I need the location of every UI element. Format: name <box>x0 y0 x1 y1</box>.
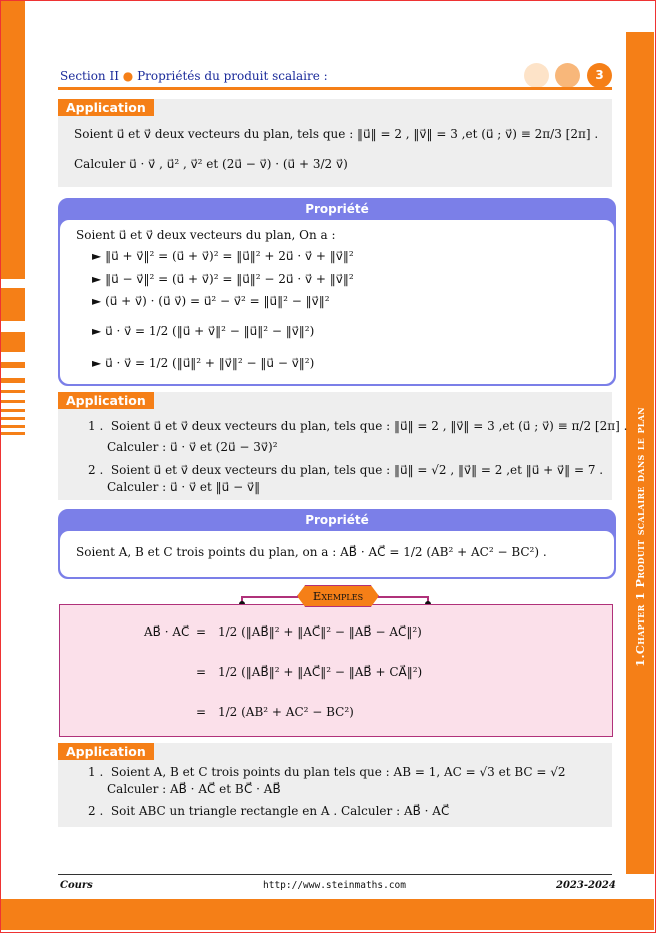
prop1-item: ► u⃗ · v⃗ = 1/2 (‖u⃗ + v⃗‖² − ‖u⃗‖² − ‖v⃗‖²) <box>92 324 315 338</box>
app3-item-2: 2 . Soit ABC un triangle rectangle en A . Calculer : AB⃗ · AC⃗ <box>88 804 450 818</box>
prop1-item: ► u⃗ · v⃗ = 1/2 (‖u⃗‖² + ‖v⃗‖² − ‖u⃗ − v⃗‖²) <box>92 356 315 370</box>
equals-sign: = <box>196 625 207 639</box>
exemples-box <box>59 604 613 737</box>
application-tag: Application <box>58 743 154 760</box>
bullet-icon: ● <box>122 69 134 83</box>
left-strip-block <box>1 288 25 321</box>
app2-item-1-line-2: Calculer : u⃗ · v⃗ et (2u⃗ − 3v⃗)² <box>107 440 278 454</box>
bottom-bar <box>1 899 654 930</box>
prop1-intro: Soient u⃗ et v⃗ deux vecteurs du plan, On a : <box>76 228 336 242</box>
footer-year: 2023-2024 <box>556 880 616 891</box>
app1-line-1: Soient u⃗ et v⃗ deux vecteurs du plan, tels que : ‖u⃗‖ = 2 , ‖v⃗‖ = 3 ,et (u⃗ ; v⃗) ≡ 2π/3 [2π] . <box>74 127 599 141</box>
equals-sign: = <box>196 705 207 719</box>
equals-sign: = <box>196 665 207 679</box>
section-title: Propriétés du produit scalaire : <box>137 69 328 83</box>
app3-item-1: 1 . Soient A, B et C trois points du plan tels que : AB = 1, AC = √3 et BC = √2 <box>88 765 566 779</box>
example-row: 1/2 (‖AB⃗‖² + ‖AC⃗‖² − ‖AB⃗ − AC⃗‖²) <box>218 625 422 639</box>
page-number: 3 <box>587 63 612 88</box>
app2-item-2-line-2: Calculer : u⃗ · v⃗ et ‖u⃗ − v⃗‖ <box>107 480 261 494</box>
application-box-1 <box>58 99 612 187</box>
header-rule <box>58 87 612 90</box>
app2-item-1: 1 . Soient u⃗ et v⃗ deux vecteurs du plan, tels que : ‖u⃗‖ = 2 , ‖v⃗‖ = 3 ,et (u⃗ ; v⃗) ≡ π/2 [2π] . <box>88 419 628 433</box>
application-box-2 <box>58 392 628 500</box>
example-lhs: AB⃗ · AC⃗ <box>144 625 190 639</box>
arrow-bullet-icon: ► <box>92 272 102 286</box>
app1-line-2: Calculer u⃗ · v⃗ , u⃗² , v⃗² et (2u⃗ − v⃗) · (u⃗ + 3/2 v⃗) <box>74 157 348 171</box>
footer-left: Cours <box>60 880 93 891</box>
example-row: 1/2 (‖AB⃗‖² + ‖AC⃗‖² − ‖AB⃗ + CA⃗‖²) <box>218 665 423 679</box>
prop2-text: Soient A, B et C trois points du plan, on a : AB⃗ · AC⃗ = 1/2 (AB² + AC² − BC²) . <box>76 545 547 559</box>
propriete-box-1 <box>58 198 616 386</box>
left-strip-line <box>1 409 25 412</box>
propriete-box-2 <box>58 509 616 579</box>
prop1-item: ► (u⃗ + v⃗) · (u⃗ v⃗) = u⃗² − v⃗² = ‖u⃗‖² − ‖v⃗‖² <box>92 294 330 308</box>
application-tag: Application <box>58 392 154 409</box>
prop1-item: ► ‖u⃗ − v⃗‖² = (u⃗ + v⃗)² = ‖u⃗‖² − 2u⃗ · v⃗ + ‖v⃗‖² <box>92 272 354 286</box>
arrow-bullet-icon: ► <box>92 356 102 370</box>
deco-circle <box>555 63 580 88</box>
footer-rule <box>58 874 612 875</box>
left-strip-line <box>1 425 25 428</box>
left-strip-line <box>1 417 25 420</box>
propriete-title: Propriété <box>305 513 369 527</box>
left-strip-top <box>1 1 25 279</box>
left-strip-block <box>1 332 25 352</box>
exemples-tag: Exemples <box>312 589 364 603</box>
app3-item-1-line-2: Calculer : AB⃗ · AC⃗ et BC⃗ · AB⃗ <box>107 782 281 796</box>
section-header <box>60 69 328 83</box>
left-strip-line <box>1 378 25 383</box>
left-strip-line <box>1 390 25 393</box>
arrow-bullet-icon: ► <box>92 249 102 263</box>
arrow-bullet-icon: ► <box>92 294 102 308</box>
propriete-body <box>60 531 614 577</box>
left-strip-line <box>1 432 25 435</box>
left-strip-line <box>1 362 25 368</box>
application-box-3 <box>58 743 612 827</box>
left-strip-line <box>1 400 25 403</box>
deco-circle <box>524 63 549 88</box>
propriete-title: Propriété <box>305 202 369 216</box>
prop1-item: ► ‖u⃗ + v⃗‖² = (u⃗ + v⃗)² = ‖u⃗‖² + 2u⃗ · v⃗ + ‖v⃗‖² <box>92 249 354 263</box>
propriete-body <box>60 220 614 384</box>
footer-link[interactable]: http://www.steinmaths.com <box>263 880 406 891</box>
arrow-bullet-icon: ► <box>92 324 102 338</box>
chapter-label: 1.Chapter 1 Produit scalaire dans le plan <box>633 407 647 667</box>
application-tag: Application <box>58 99 154 116</box>
app2-item-2: 2 . Soient u⃗ et v⃗ deux vecteurs du plan, tels que : ‖u⃗‖ = √2 , ‖v⃗‖ = 2 ,et ‖u⃗ + v⃗‖ = 7 . <box>88 463 604 477</box>
section-label: Section II <box>60 69 119 83</box>
example-row: 1/2 (AB² + AC² − BC²) <box>218 705 354 719</box>
